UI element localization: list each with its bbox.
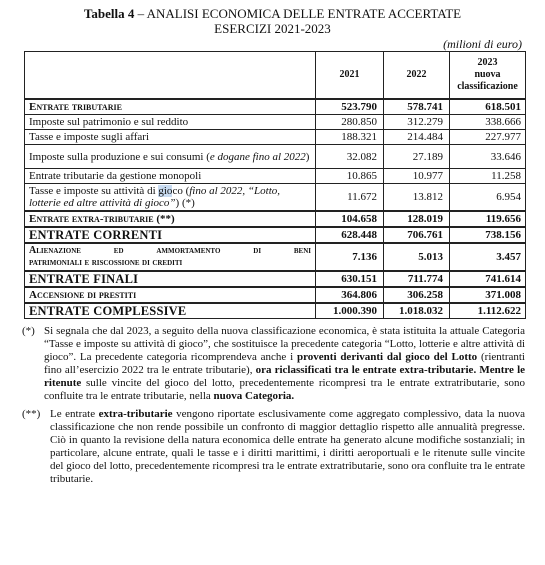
header-row [25,52,526,100]
table-row [25,211,526,227]
unit-label: (milioni di euro) [443,37,522,51]
row-label: Accensione di prestiti [25,287,316,303]
cell-2023: 6.954 [450,184,526,212]
row-label: Tasse e imposte su attività di gioco (fino al 2022, “Lotto, lotterie ed altre attività di gioco”) (*) [25,184,316,212]
cell-2023: 119.656 [450,211,526,227]
cell-2023: 1.112.622 [450,303,526,319]
revenue-table [24,51,526,319]
row-label: Entrate tributarie da gestione monopoli [25,169,316,184]
footnote-2 [22,408,525,486]
cell-2021: 32.082 [316,145,384,169]
table-row [25,115,526,130]
title-bold: Tabella 4 [83,6,135,21]
footnote-mark: (*) [22,325,35,337]
cell-2021: 523.790 [316,99,384,115]
cell-2021: 628.448 [316,227,384,243]
header-2023: 2023 nuova classificazione [450,52,526,100]
header-2021: 2021 [316,52,384,100]
cell-2022: 706.761 [384,227,450,243]
cell-2021: 280.850 [316,115,384,130]
header-blank [25,52,316,100]
footnote-text: Le entrate extra-tributarie vengono riportate esclusivamente come aggregato complessivo, data la nuova classificazione che non rende possibile un confronto di maggior dettaglio rispetto alle annualità pregresse. Ciò in quanto la revisione della natura economica delle entrate ha generato alcune modifiche sostanziali; in particolare, alcune entrate, quali le tasse e i diritti marittimi, i diritti aeroportuali e le ritenute sulle vincite del gioco del lotto, precedentemente ricompresi tra le entrate extratributarie, sono ora confluite tra le entrate tributarie. [50,408,525,485]
cell-2022: 312.279 [384,115,450,130]
cell-2023: 738.156 [450,227,526,243]
cell-2023: 227.977 [450,130,526,145]
table-row [25,169,526,184]
text-selection: gio [158,185,173,197]
row-label: Imposte sul patrimonio e sul reddito [25,115,316,130]
cell-2023: 33.646 [450,145,526,169]
row-label: Alienazione ed ammortamento di beni patrimoniali e riscossione di crediti [25,243,316,271]
header-2022: 2022 [384,52,450,100]
row-label: Imposte sulla produzione e sui consumi (e dogane fino al 2022) [25,145,316,169]
cell-2023: 11.258 [450,169,526,184]
cell-2023: 3.457 [450,243,526,271]
row-label: ENTRATE CORRENTI [25,227,316,243]
footnotes [22,325,525,486]
table-row [25,227,526,243]
cell-2021: 11.672 [316,184,384,212]
table-row [25,184,526,212]
cell-2022: 306.258 [384,287,450,303]
cell-2022: 5.013 [384,243,450,271]
cell-2022: 128.019 [384,211,450,227]
cell-2023: 371.008 [450,287,526,303]
table-row [25,145,526,169]
cell-2023: 741.614 [450,271,526,287]
cell-2022: 578.741 [384,99,450,115]
table-row [25,303,526,319]
cell-2021: 104.658 [316,211,384,227]
row-label: ENTRATE COMPLESSIVE [25,303,316,319]
table-row [25,99,526,115]
cell-2022: 10.977 [384,169,450,184]
cell-2021: 10.865 [316,169,384,184]
cell-2022: 1.018.032 [384,303,450,319]
row-label: ENTRATE FINALI [25,271,316,287]
table-row [25,130,526,145]
cell-2021: 7.136 [316,243,384,271]
footnote-1 [22,325,525,403]
cell-2022: 13.812 [384,184,450,212]
footnote-text: Si segnala che dal 2023, a seguito della nuova classificazione economica, è stata istituita la attuale Categoria “Tasse e imposte su attività di gioco”, che sostituisce la precedente categoria “Lotto, lotterie e altre attività di gioco”. La precedente categoria ricomprendeva anche i proventi derivanti dal gioco del Lotto (rientranti fino all’esercizio 2022 tra le entrate tributarie), ora riclassificati tra le entrate extra-tributarie. Mentre le ritenute sulle vincite del gioco del lotto, precedentemente ricompresi tra le entrate extratributarie, sono confluite tra le entrate tributarie, nella nuova Categoria. [44,325,526,402]
table-row [25,243,526,271]
cell-2021: 630.151 [316,271,384,287]
row-label: Entrate tributarie [25,99,316,115]
table-title [0,0,545,36]
cell-2022: 711.774 [384,271,450,287]
row-label: Tasse e imposte sugli affari [25,130,316,145]
cell-2023: 338.666 [450,115,526,130]
cell-2022: 27.189 [384,145,450,169]
title-rest: – ANALISI ECONOMICA DELLE ENTRATE ACCERTATE [134,6,462,21]
title-line2: ESERCIZI 2021-2023 [214,21,331,36]
cell-2021: 188.321 [316,130,384,145]
cell-2021: 364.806 [316,287,384,303]
row-label: Entrate extra-tributarie (**) [25,211,316,227]
footnote-mark: (**) [22,408,41,420]
cell-2023: 618.501 [450,99,526,115]
table-row [25,271,526,287]
cell-2021: 1.000.390 [316,303,384,319]
cell-2022: 214.484 [384,130,450,145]
table-row [25,287,526,303]
